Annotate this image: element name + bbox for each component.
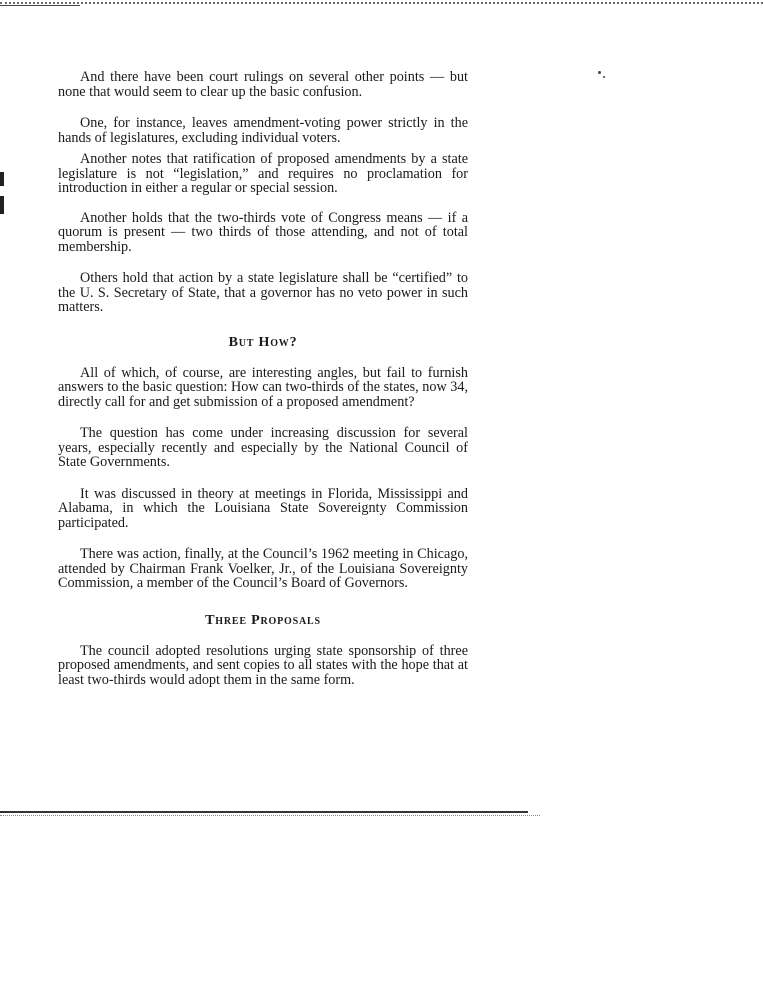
scan-speck xyxy=(598,71,601,74)
article-column xyxy=(58,70,468,687)
bottom-rule xyxy=(0,811,528,813)
section-heading: Three Proposals xyxy=(205,612,321,628)
paragraph: The council adopted resolutions urging state sponsorship of three proposed amendments, and sent copies to all states with the hope that at least two-thirds would adopt them in the same form. xyxy=(58,642,468,688)
top-edge-rule xyxy=(0,2,763,4)
margin-mark xyxy=(0,172,4,186)
section-heading: But How? xyxy=(228,334,298,350)
paragraph: One, for instance, leaves amendment-voting power strictly in the hands of legislatures, excluding individual voters. xyxy=(58,115,468,146)
paragraph: All of which, of course, are interesting angles, but fail to furnish answers to the basic question: How can two-thirds of the states, now 34, directly call for and get submission of a proposed amendment? xyxy=(58,364,468,410)
top-edge-rule-solid xyxy=(0,5,80,6)
paragraph: There was action, finally, at the Council’s 1962 meeting in Chicago, attended by Chairman Frank Voelker, Jr., of the Louisiana Sovereignty Commission, a member of the Council’s Board of Governors. xyxy=(58,546,468,591)
paragraph: The question has come under increasing discussion for several years, especially recently and especially by the National Council of State Governments. xyxy=(58,425,468,470)
paragraph: It was discussed in theory at meetings in Florida, Mississippi and Alabama, in which the Louisiana State Sovereignty Commission participated. xyxy=(58,485,468,531)
bottom-rule-thin xyxy=(0,815,540,816)
paragraph: Another holds that the two-thirds vote of Congress means — if a quorum is present — two thirds of those attending, and not of total membership. xyxy=(58,209,468,255)
paragraph: And there have been court rulings on several other points — but none that would seem to clear up the basic confusion. xyxy=(58,69,468,100)
scan-speck xyxy=(603,76,605,78)
margin-mark xyxy=(0,196,4,214)
paragraph: Others hold that action by a state legislature shall be “certified” to the U. S. Secretary of State, that a governor has no veto power in such matters. xyxy=(58,270,468,315)
paragraph: Another notes that ratification of proposed amendments by a state legislature is not “legislation,” and requires no proclamation for introduction in either a regular or special session. xyxy=(58,151,468,196)
